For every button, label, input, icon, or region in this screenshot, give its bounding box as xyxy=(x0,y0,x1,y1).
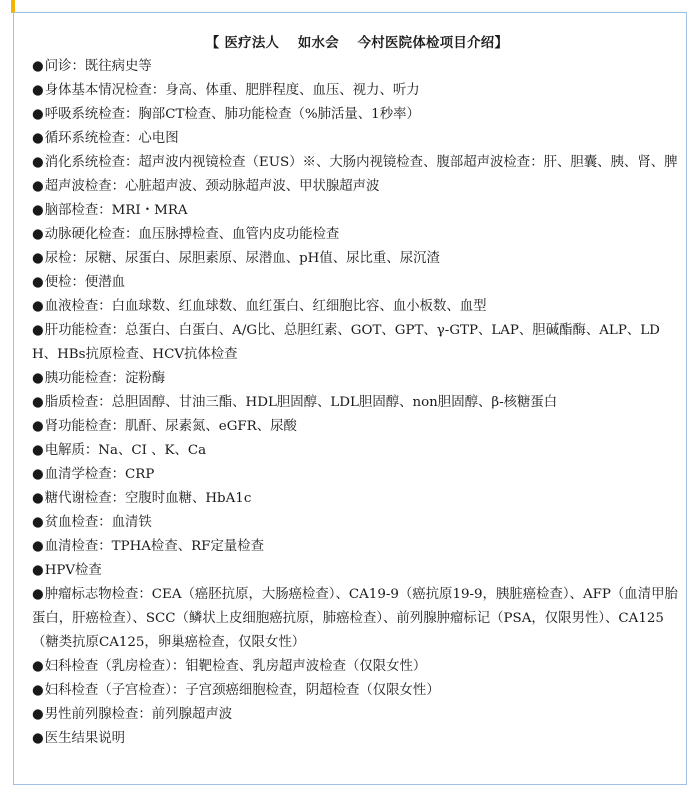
exam-item xyxy=(32,511,682,535)
exam-item-text: 贫血检查：血清铁 xyxy=(44,515,152,530)
bullet-icon: ● xyxy=(32,251,44,266)
exam-item xyxy=(32,367,682,391)
exam-item-text: 男性前列腺检查：前列腺超声波 xyxy=(44,707,233,722)
exam-item-text: 糖代谢检查：空腹时血糖、HbA1c xyxy=(44,491,252,506)
exam-item xyxy=(32,583,682,655)
exam-item-text: 循环系统检查：心电图 xyxy=(44,131,179,146)
exam-item xyxy=(32,655,682,679)
bullet-icon: ● xyxy=(32,659,44,674)
exam-item xyxy=(32,463,682,487)
bullet-icon: ● xyxy=(32,155,44,170)
exam-item xyxy=(32,703,682,727)
bullet-icon: ● xyxy=(32,419,44,434)
exam-item xyxy=(32,679,682,703)
exam-item xyxy=(32,103,682,127)
bullet-icon: ● xyxy=(32,275,44,290)
exam-item-text: 身体基本情况检查：身高、体重、肥胖程度、血压、视力、听力 xyxy=(44,83,420,98)
bullet-icon: ● xyxy=(32,467,44,482)
exam-item xyxy=(32,127,682,151)
bullet-icon: ● xyxy=(32,539,44,554)
exam-list-content xyxy=(32,31,682,751)
exam-item xyxy=(32,271,682,295)
exam-item-text: 医生结果说明 xyxy=(44,731,126,746)
bullet-icon: ● xyxy=(32,395,44,410)
exam-item-text: 肿瘤标志物检查：CEA（癌胚抗原，大肠癌检查）、CA19-9（癌抗原19-9，胰脏癌检查）、AFP（血清甲胎蛋白，肝癌检查）、SCC（鳞状上皮细胞癌抗原，肺癌检查）、前列腺肿瘤标记（PSA，仅限男性）、CA125（糖类抗原CA125，卵巢癌检查，仅限女性） xyxy=(32,587,678,650)
bullet-icon: ● xyxy=(32,707,44,722)
exam-item xyxy=(32,247,682,271)
exam-item-text: 妇科检查（乳房检查）：钼靶检查、乳房超声波检查（仅限女性） xyxy=(44,659,427,674)
bullet-icon: ● xyxy=(32,323,44,338)
exam-item-text: 血液检查：白血球数、红血球数、血红蛋白、红细胞比容、血小板数、血型 xyxy=(44,299,487,314)
bullet-icon: ● xyxy=(32,515,44,530)
exam-item-text: HPV检查 xyxy=(44,563,102,578)
bullet-icon: ● xyxy=(32,731,44,746)
exam-item xyxy=(32,151,682,175)
exam-item-text: 动脉硬化检查：血压脉搏检查、血管内皮功能检查 xyxy=(44,227,340,242)
bullet-icon: ● xyxy=(32,131,44,146)
bullet-icon: ● xyxy=(32,443,44,458)
exam-item xyxy=(32,535,682,559)
bullet-icon: ● xyxy=(32,59,44,74)
bullet-icon: ● xyxy=(32,491,44,506)
exam-item xyxy=(32,199,682,223)
page-title: 【 医疗法人 如水会 今村医院体检项目介绍】 xyxy=(205,35,509,51)
exam-item-text: 消化系统检查：超声波内视镜检查（EUS）※、大肠内视镜检查、腹部超声波检查：肝、胆囊、胰、肾、脾 xyxy=(44,155,678,170)
exam-item xyxy=(32,439,682,463)
exam-item xyxy=(32,487,682,511)
exam-item-text: 电解质：Na、CI 、K、Ca xyxy=(44,443,207,458)
exam-item-list xyxy=(32,55,682,751)
bullet-icon: ● xyxy=(32,299,44,314)
bullet-icon: ● xyxy=(32,179,44,194)
bullet-icon: ● xyxy=(32,83,44,98)
exam-item xyxy=(32,223,682,247)
exam-item xyxy=(32,295,682,319)
exam-list-card xyxy=(13,12,687,785)
bullet-icon: ● xyxy=(32,203,44,218)
exam-item xyxy=(32,727,682,751)
exam-item-text: 妇科检查（子宫检查）：子宫颈癌细胞检查，阴超检查（仅限女性） xyxy=(44,683,440,698)
exam-item-text: 便检：便潜血 xyxy=(44,275,126,290)
exam-item-text: 超声波检查：心脏超声波、颈动脉超声波、甲状腺超声波 xyxy=(44,179,380,194)
exam-item-text: 血清学检查：CRP xyxy=(44,467,155,482)
exam-item xyxy=(32,559,682,583)
exam-item xyxy=(32,391,682,415)
exam-item-text: 问诊：既往病史等 xyxy=(44,59,152,74)
bullet-icon: ● xyxy=(32,683,44,698)
exam-item-text: 肾功能检查：肌酐、尿素氮、eGFR、尿酸 xyxy=(44,419,297,434)
exam-item xyxy=(32,175,682,199)
exam-item-text: 脂质检查：总胆固醇、甘油三酯、HDL胆固醇、LDL胆固醇、non胆固醇、β-核糖蛋白 xyxy=(44,395,558,410)
exam-item xyxy=(32,79,682,103)
exam-item xyxy=(32,55,682,79)
bullet-icon: ● xyxy=(32,587,44,602)
exam-item-text: 血清检查：TPHA检查、RF定量检查 xyxy=(44,539,265,554)
exam-item xyxy=(32,319,682,367)
exam-item-text: 尿检：尿糖、尿蛋白、尿胆素原、尿潜血、pH值、尿比重、尿沉渣 xyxy=(44,251,440,266)
bullet-icon: ● xyxy=(32,563,44,578)
bullet-icon: ● xyxy=(32,227,44,242)
exam-item-text: 呼吸系统检查：胸部CT检查、肺功能检查（%肺活量、1秒率） xyxy=(44,107,420,122)
bullet-icon: ● xyxy=(32,107,44,122)
bullet-icon: ● xyxy=(32,371,44,386)
exam-item-text: 脑部检查：MRI・MRA xyxy=(44,203,188,218)
exam-item-text: 胰功能检查：淀粉酶 xyxy=(44,371,166,386)
exam-item-text: 肝功能检查：总蛋白、白蛋白、A/G比、总胆红素、GOT、GPT、γ-GTP、LAP、胆碱酯酶、ALP、LDH、HBs抗原检查、HCV抗体检查 xyxy=(32,323,660,362)
exam-item xyxy=(32,415,682,439)
